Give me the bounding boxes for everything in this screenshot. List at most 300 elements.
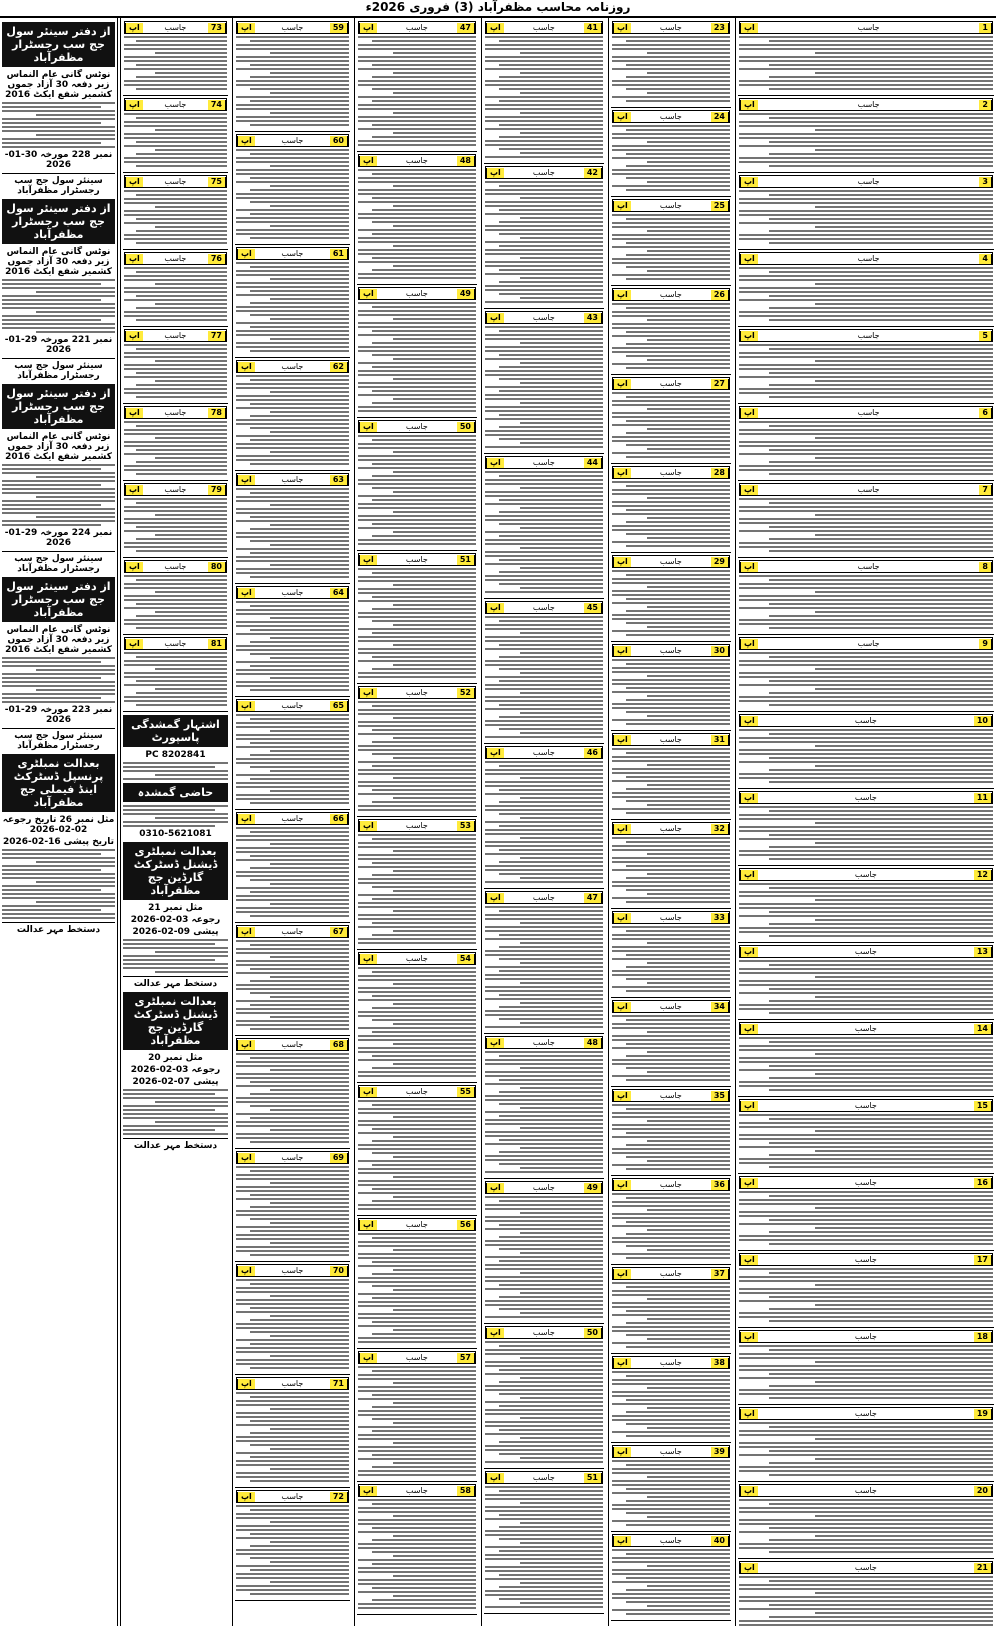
- notice-header: [485, 166, 603, 179]
- notice-item: [357, 1349, 477, 1482]
- notice-number: 51: [457, 555, 475, 565]
- notice-body: [485, 1486, 603, 1608]
- notice-item: [611, 464, 731, 553]
- notice-item: [235, 1149, 350, 1262]
- notice-body: [739, 1191, 993, 1245]
- lost-passport-title: اشتہار گمشدگی پاسپورٹ: [123, 715, 228, 747]
- notice-header: [236, 360, 349, 373]
- notice-tag: اپ: [740, 793, 758, 803]
- notice-tag: اپ: [613, 735, 631, 745]
- notice-item: [357, 418, 477, 551]
- notice-item: [235, 584, 350, 697]
- notice-item: [611, 909, 731, 998]
- notice-item: [611, 731, 731, 820]
- notice-header: [358, 154, 476, 167]
- notice-item: [738, 635, 994, 712]
- notice-body: [739, 806, 993, 860]
- notice-number: 69: [330, 1153, 348, 1163]
- notice-header: [612, 199, 730, 212]
- notice-body: [124, 267, 227, 321]
- notice-label: جاسب: [164, 176, 187, 186]
- notice-body: [612, 303, 730, 369]
- notice-label: جاسب: [854, 792, 877, 802]
- case-number: نمبر 228 مورخہ 30-01-2026: [4, 150, 113, 170]
- notice-tag: اپ: [613, 1091, 631, 1101]
- notice-label: جاسب: [659, 1179, 682, 1189]
- notice-tag: اپ: [125, 485, 143, 495]
- notice-item: [235, 1262, 350, 1375]
- notice-body: [612, 570, 730, 636]
- notice-header: [358, 1218, 476, 1231]
- notice-body: [358, 834, 476, 944]
- notice-label: جاسب: [281, 1491, 304, 1501]
- notice-label: جاسب: [532, 892, 555, 902]
- notice-tag: اپ: [486, 1473, 504, 1483]
- notice-tag: اپ: [359, 1220, 377, 1230]
- notice-body: [485, 1196, 603, 1318]
- notice-label: جاسب: [532, 747, 555, 757]
- notice-tag: اپ: [740, 1409, 758, 1419]
- notice-tag: اپ: [613, 468, 631, 478]
- notice-tag: اپ: [486, 168, 504, 178]
- notice-item: [738, 558, 994, 635]
- notice-label: جاسب: [659, 1268, 682, 1278]
- notice-item: [738, 1328, 994, 1405]
- notice-item: [611, 998, 731, 1087]
- notice-label: جاسب: [532, 1327, 555, 1337]
- notice-tag: اپ: [613, 23, 631, 33]
- notice-header: [485, 1326, 603, 1339]
- notice-body: [739, 1499, 993, 1553]
- notice-item: [123, 404, 228, 481]
- case-number: نمبر 224 مورخہ 29-01-2026: [4, 528, 113, 548]
- notice-tag: اپ: [359, 555, 377, 565]
- notice-header: [612, 644, 730, 657]
- case-date-a1: رجوعہ 03-02-2026: [130, 915, 221, 925]
- notice-label: جاسب: [854, 1485, 877, 1495]
- notice-body: [236, 1505, 349, 1595]
- notice-header: [124, 560, 227, 573]
- notice-item: [738, 943, 994, 1020]
- notice-item: [123, 558, 228, 635]
- notice-item: [738, 404, 994, 481]
- notice-number: 13: [974, 947, 992, 957]
- notice-item: [484, 889, 604, 1034]
- notice-body: [124, 190, 227, 244]
- notice-header: [124, 252, 227, 265]
- notice-item: [611, 1176, 731, 1265]
- notice-tag: اپ: [125, 562, 143, 572]
- notice-tag: اپ: [740, 1178, 758, 1188]
- notice-label: جاسب: [281, 700, 304, 710]
- notice-body: [358, 967, 476, 1077]
- notice-item: [484, 454, 604, 599]
- notice-tag: اپ: [237, 1379, 255, 1389]
- notice-tag: اپ: [740, 177, 758, 187]
- notice-label: جاسب: [854, 1254, 877, 1264]
- notice-item: [235, 810, 350, 923]
- notice-body: [612, 1282, 730, 1348]
- masthead-title: روزنامہ محاسب مظفرآباد (3) فروری 2026ء: [365, 0, 631, 14]
- notice-item: [357, 1482, 477, 1615]
- notice-header: [612, 733, 730, 746]
- notice-label: جاسب: [532, 457, 555, 467]
- notice-number: 32: [711, 824, 729, 834]
- notice-label: جاسب: [532, 1472, 555, 1482]
- notice-label: جاسب: [659, 1357, 682, 1367]
- notice-item: [235, 245, 350, 358]
- suit-number: مثل نمبر 26 تاریخ رجوعہ 02-02-2026: [2, 815, 115, 835]
- notice-tag: اپ: [740, 1332, 758, 1342]
- notice-body: [739, 1268, 993, 1322]
- notice-item: [738, 866, 994, 943]
- notice-item: [738, 1251, 994, 1328]
- notice-header: [358, 1351, 476, 1364]
- notice-label: جاسب: [659, 1535, 682, 1545]
- notice-body: [358, 568, 476, 678]
- notice-item: [611, 820, 731, 909]
- notice-item: [235, 923, 350, 1036]
- notice-item: [357, 152, 477, 285]
- notice-number: 31: [711, 735, 729, 745]
- notice-number: 55: [457, 1087, 475, 1097]
- notice-label: جاسب: [405, 155, 428, 165]
- notice-body: [236, 1392, 349, 1482]
- notice-label: جاسب: [532, 1182, 555, 1192]
- notice-number: 4: [979, 254, 992, 264]
- notices-column-59-72: [232, 18, 352, 1626]
- notice-body: [739, 36, 993, 90]
- notice-number: 72: [330, 1492, 348, 1502]
- notice-label: جاسب: [659, 734, 682, 744]
- notice-tag: اپ: [486, 313, 504, 323]
- notice-label: جاسب: [164, 407, 187, 417]
- notice-tag: اپ: [125, 331, 143, 341]
- notice-number: 5: [979, 331, 992, 341]
- notice-body: [2, 279, 115, 333]
- notice-header: [739, 1022, 993, 1035]
- notice-number: 73: [208, 23, 226, 33]
- notice-label: جاسب: [659, 467, 682, 477]
- notice-label: جاسب: [659, 823, 682, 833]
- notice-label: جاسب: [659, 1001, 682, 1011]
- notice-body: [236, 1279, 349, 1369]
- notice-number: 30: [711, 646, 729, 656]
- notice-header: [612, 1089, 730, 1102]
- notice-number: 6: [979, 408, 992, 418]
- notice-header: [739, 21, 993, 34]
- notice-item: [123, 481, 228, 558]
- notice-header: [739, 1099, 993, 1112]
- notice-number: 9: [979, 639, 992, 649]
- notice-tag: اپ: [359, 954, 377, 964]
- notice-label: جاسب: [164, 484, 187, 494]
- notice-header: [358, 21, 476, 34]
- notice-body: [124, 652, 227, 706]
- notice-number: 10: [974, 716, 992, 726]
- notice-label: جاسب: [164, 330, 187, 340]
- notice-tag: اپ: [125, 408, 143, 418]
- notice-body: [612, 748, 730, 814]
- notice-number: 64: [330, 588, 348, 598]
- notice-body: [739, 113, 993, 167]
- notice-label: جاسب: [659, 111, 682, 121]
- notice-tag: اپ: [486, 603, 504, 613]
- notice-label: جاسب: [854, 1331, 877, 1341]
- notice-body: [236, 36, 349, 126]
- notice-header: [739, 175, 993, 188]
- notice-tag: اپ: [486, 1183, 504, 1193]
- notice-number: 68: [330, 1040, 348, 1050]
- notice-tag: اپ: [237, 136, 255, 146]
- notice-body: [124, 575, 227, 629]
- notice-label: جاسب: [405, 22, 428, 32]
- notice-number: 81: [208, 639, 226, 649]
- notice-tag: اپ: [125, 254, 143, 264]
- notice-item: [738, 1020, 994, 1097]
- notice-header: [612, 911, 730, 924]
- notice-tag: اپ: [486, 1038, 504, 1048]
- notice-item: [738, 19, 994, 96]
- court-header: از دفتر سینئر سول جج سب رجسٹرار مظفرآباد: [2, 577, 115, 622]
- notice-item: [123, 173, 228, 250]
- notice-number: 27: [711, 379, 729, 389]
- notice-header: [612, 377, 730, 390]
- notice-header: [739, 1407, 993, 1420]
- notice-item: [484, 599, 604, 744]
- notice-title: نوٹس گانی عام النماس زیر دفعہ 30 آزاد جموں کشمیر شفع ایکٹ 2016: [5, 432, 112, 462]
- notice-label: جاسب: [854, 1023, 877, 1033]
- court-header: از دفتر سینئر سول جج سب رجسٹرار مظفرآباد: [2, 384, 115, 429]
- notice-label: جاسب: [659, 22, 682, 32]
- notice-body: [739, 1037, 993, 1091]
- notice-number: 25: [711, 201, 729, 211]
- notice-body: [236, 488, 349, 578]
- notice-item: [235, 1375, 350, 1488]
- notice-body: [612, 1193, 730, 1259]
- notice-header: [612, 466, 730, 479]
- notice-number: 47: [457, 23, 475, 33]
- notice-body: [612, 125, 730, 191]
- notice-tag: اپ: [613, 913, 631, 923]
- notice-item: [123, 250, 228, 327]
- notice-body: [485, 181, 603, 303]
- notice-tag: اپ: [740, 1255, 758, 1265]
- notice-item: [738, 327, 994, 404]
- notice-tag: اپ: [613, 1180, 631, 1190]
- notice-item: [738, 1097, 994, 1174]
- notice-number: 37: [711, 1269, 729, 1279]
- notice-header: [612, 21, 730, 34]
- notice-number: 48: [584, 1038, 602, 1048]
- notice-number: 71: [330, 1379, 348, 1389]
- notice-number: 17: [974, 1255, 992, 1265]
- signature: سینئر سول جج سب رجسٹرار مظفرآباد: [2, 358, 115, 381]
- court-stamp: دستخط مہر عدالت: [123, 976, 228, 989]
- notice-header: [739, 406, 993, 419]
- notice-number: 24: [711, 112, 729, 122]
- notice-header: [612, 110, 730, 123]
- court-stamp: دستخط مہر عدالت: [123, 1138, 228, 1151]
- notice-number: 67: [330, 927, 348, 937]
- notice-header: [612, 1178, 730, 1191]
- notice-tag: اپ: [613, 290, 631, 300]
- notice-item: [357, 1216, 477, 1349]
- notice-tag: اپ: [486, 748, 504, 758]
- notice-label: جاسب: [857, 330, 880, 340]
- notice-body: [236, 827, 349, 917]
- notice-body: [2, 102, 115, 148]
- notice-body: [358, 1100, 476, 1210]
- case-number-a: مثل نمبر 21: [148, 903, 203, 913]
- notice-label: جاسب: [405, 1352, 428, 1362]
- notice-header: [236, 247, 349, 260]
- notice-body: [612, 214, 730, 280]
- notice-label: جاسب: [281, 1265, 304, 1275]
- notice-label: جاسب: [405, 288, 428, 298]
- notice-tag: اپ: [486, 23, 504, 33]
- notice-label: جاسب: [854, 1562, 877, 1572]
- notice-label: جاسب: [405, 421, 428, 431]
- notice-header: [612, 1445, 730, 1458]
- notice-tag: اپ: [359, 1353, 377, 1363]
- notice-body: [612, 659, 730, 725]
- notice-tag: اپ: [740, 1024, 758, 1034]
- notice-tag: اپ: [740, 408, 758, 418]
- notice-title: نوٹس گانی عام النماس زیر دفعہ 30 آزاد جموں کشمیر شفع ایکٹ 2016: [5, 625, 112, 655]
- notice-tag: اپ: [740, 331, 758, 341]
- notice-tag: اپ: [125, 639, 143, 649]
- notice-item: [611, 1265, 731, 1354]
- notice-body: [124, 421, 227, 475]
- notice-tag: اپ: [740, 100, 758, 110]
- notice-number: 8: [979, 562, 992, 572]
- notice-body: [612, 36, 730, 102]
- notice-tag: اپ: [237, 588, 255, 598]
- notice-body: [236, 1166, 349, 1256]
- notice-number: 12: [974, 870, 992, 880]
- notice-tag: اپ: [613, 1536, 631, 1546]
- notice-tag: اپ: [613, 112, 631, 122]
- notice-header: [612, 1000, 730, 1013]
- notice-label: جاسب: [281, 248, 304, 258]
- notice-body: [485, 616, 603, 738]
- notice-body: [612, 1015, 730, 1081]
- notice-number: 19: [974, 1409, 992, 1419]
- notice-header: [236, 1490, 349, 1503]
- case-date-b1: رجوعہ 03-02-2026: [130, 1065, 221, 1075]
- notice-tag: اپ: [740, 1486, 758, 1496]
- notice-tag: اپ: [740, 562, 758, 572]
- notice-number: 80: [208, 562, 226, 572]
- notice-number: 74: [208, 100, 226, 110]
- notice-label: جاسب: [405, 953, 428, 963]
- signature: سینئر سول جج سب رجسٹرار مظفرآباد: [2, 173, 115, 196]
- notice-tag: اپ: [613, 379, 631, 389]
- notice-tag: اپ: [237, 927, 255, 937]
- notice-header: [358, 1085, 476, 1098]
- notice-label: جاسب: [164, 22, 187, 32]
- notice-body: [739, 421, 993, 475]
- notice-number: 2: [979, 100, 992, 110]
- notice-tag: اپ: [359, 1087, 377, 1097]
- notice-item: [611, 553, 731, 642]
- notice-item: [484, 19, 604, 164]
- guardian-court-header: بعدالت نمبلٹری ڈیشنل ڈسٹرکٹ گارڈین جج مظفرآباد: [123, 992, 228, 1050]
- notice-item: [123, 96, 228, 173]
- notices-column-23-40: [608, 18, 733, 1626]
- notice-number: 34: [711, 1002, 729, 1012]
- notice-number: 65: [330, 701, 348, 711]
- notice-number: 77: [208, 331, 226, 341]
- court-notices-column: [0, 18, 118, 1626]
- notice-tag: اپ: [125, 177, 143, 187]
- notice-body: [612, 1549, 730, 1615]
- notice-header: [739, 1484, 993, 1497]
- notice-header: [236, 134, 349, 147]
- notice-header: [739, 483, 993, 496]
- notice-number: 41: [584, 23, 602, 33]
- notice-tag: اپ: [740, 1563, 758, 1573]
- notice-header: [124, 21, 227, 34]
- notice-tag: اپ: [613, 1358, 631, 1368]
- notice-header: [124, 637, 227, 650]
- notice-label: جاسب: [164, 561, 187, 571]
- notice-item: [611, 108, 731, 197]
- notice-tag: اپ: [359, 688, 377, 698]
- notice-item: [738, 173, 994, 250]
- notice-body: [485, 326, 603, 448]
- notice-label: جاسب: [854, 1408, 877, 1418]
- notice-body: [358, 302, 476, 412]
- notice-label: جاسب: [281, 1152, 304, 1162]
- notice-number: 29: [711, 557, 729, 567]
- notice-number: 60: [330, 136, 348, 146]
- notice-title: نوٹس گانی عام النماس زیر دفعہ 30 آزاد جموں کشمیر شفع ایکٹ 2016: [5, 247, 112, 277]
- notice-number: 58: [457, 1486, 475, 1496]
- notices-column-47-58: [354, 18, 479, 1626]
- notice-label: جاسب: [532, 167, 555, 177]
- notice-number: 23: [711, 23, 729, 33]
- notice-number: 35: [711, 1091, 729, 1101]
- notice-item: [484, 1179, 604, 1324]
- notice-number: 76: [208, 254, 226, 264]
- notice-tag: اپ: [486, 458, 504, 468]
- notice-header: [124, 98, 227, 111]
- notice-body: [236, 714, 349, 804]
- notice-number: 1: [979, 23, 992, 33]
- notice-body: [2, 464, 115, 526]
- notice-number: 50: [584, 1328, 602, 1338]
- notice-item: [357, 285, 477, 418]
- notice-label: جاسب: [854, 869, 877, 879]
- notice-header: [739, 868, 993, 881]
- notice-number: 70: [330, 1266, 348, 1276]
- notice-number: 51: [584, 1473, 602, 1483]
- case-number: نمبر 221 مورخہ 29-01-2026: [4, 335, 113, 355]
- notice-header: [739, 791, 993, 804]
- notice-number: 18: [974, 1332, 992, 1342]
- notice-header: [236, 1151, 349, 1164]
- notice-number: 39: [711, 1447, 729, 1457]
- notice-number: 45: [584, 603, 602, 613]
- notice-item: [738, 1559, 994, 1626]
- notice-number: 56: [457, 1220, 475, 1230]
- notice-header: [739, 1330, 993, 1343]
- notice-label: جاسب: [854, 946, 877, 956]
- notice-tag: اپ: [613, 557, 631, 567]
- notices-column-1-21: [735, 18, 996, 1626]
